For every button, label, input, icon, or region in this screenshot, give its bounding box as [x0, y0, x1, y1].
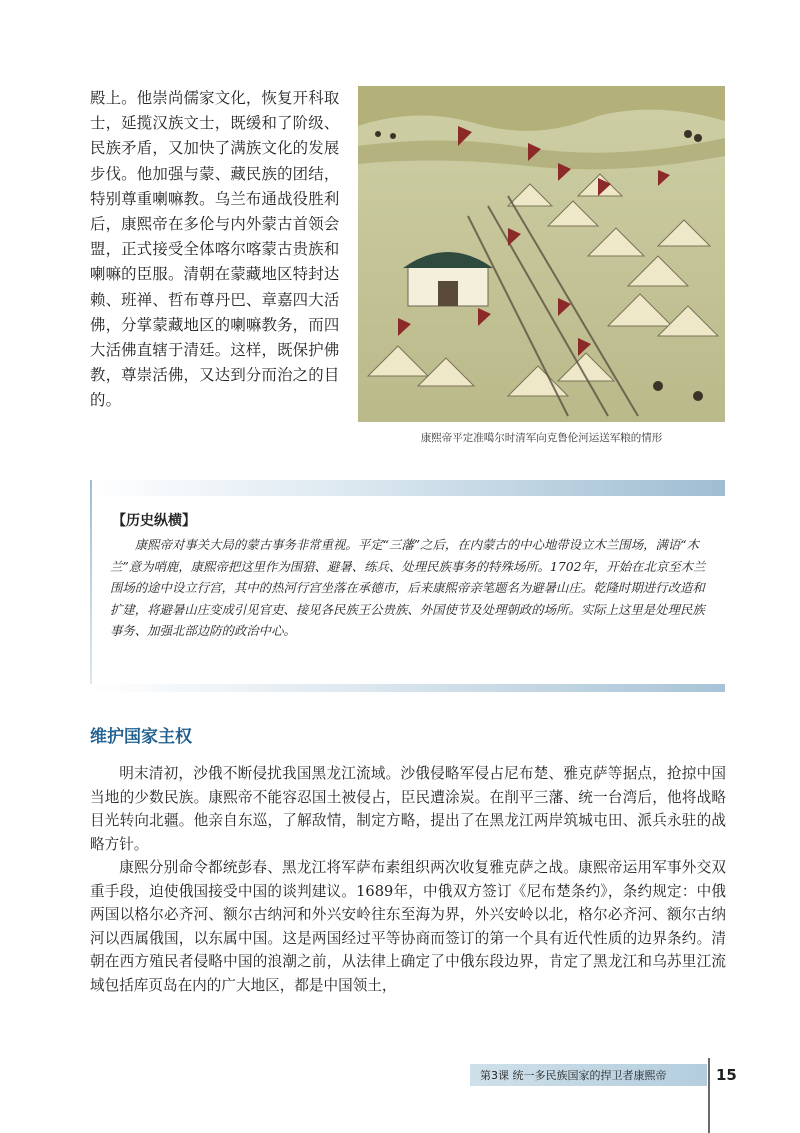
footer-lesson-bar: [470, 1064, 707, 1086]
painting-caption: 康熙帝平定准噶尔时清军向克鲁伦河运送军粮的情形: [420, 432, 663, 444]
historical-painting: [358, 86, 725, 422]
sidebar-left-line: [90, 480, 92, 692]
sidebar-body: 康熙帝对事关大局的蒙古事务非常重视。平定“三藩”之后，在内蒙古的中心地带设立木兰围场，满语“木兰”意为哨鹿，康熙帝把这里作为围猎、避暑、练兵、处理民族事务的特殊场所。1702年，开始在北京至木兰围场的途中设立行宫，其中的热河行宫坐落在承德市，后来康熙帝亲笔题名为避暑山庄。乾隆时期进行改造和扩建，将避暑山庄变成引见官吏、接见各民族王公贵族、外国使节及处理朝政的场所。实际上这里是处理民族事务、加强北部边防的政治中心。: [110, 537, 706, 638]
footer-divider: [708, 1058, 710, 1133]
footer-lesson-title: 第3课 统一多民族国家的捍卫者康熙帝: [480, 1069, 667, 1082]
section-heading: 维护国家主权: [90, 727, 192, 747]
history-sidebar-box: [90, 480, 725, 692]
page-number: 15: [716, 1066, 737, 1084]
sidebar-bottom-bar: [90, 684, 725, 692]
sidebar-top-bar: [90, 480, 725, 496]
body-paragraph-1: 明末清初，沙俄不断侵扰我国黑龙江流域。沙俄侵略军侵占尼布楚、雅克萨等据点，抢掠中国当地的少数民族。康熙帝不能容忍国土被侵占，臣民遭涂炭。在削平三藩、统一台湾后，他将战略目光转向北疆。他亲自东巡，了解敌情，制定方略，提出了在黑龙江两岸筑城屯田、派兵永驻的战略方针。: [90, 765, 726, 853]
body-paragraph-2: 康熙分别命令都统彭春、黑龙江将军萨布素组织两次收复雅克萨之战。康熙帝运用军事外交双重手段，迫使俄国接受中国的谈判建议。1689年，中俄双方签订《尼布楚条约》，条约规定：中俄两国以格尔必齐河、额尔古纳河和外兴安岭往东至海为界，外兴安岭以北，格尔必齐河、额尔古纳河以西属俄国，以东属中国。这是两国经过平等协商而签订的第一个具有近代性质的边界条约。清朝在西方殖民者侵略中国的浪潮之前，从法律上确定了中俄东段边界，肯定了黑龙江和乌苏里江流域包括库页岛在内的广大地区，都是中国领土，: [90, 859, 726, 994]
sidebar-title: 【历史纵横】: [112, 513, 196, 529]
intro-paragraph: 殿上。他崇尚儒家文化，恢复开科取士，延揽汉族文士，既缓和了阶级、民族矛盾，又加快了满族文化的发展步伐。他加强与蒙、藏民族的团结，特别尊重喇嘛教。乌兰布通战役胜利后，康熙帝在多伦与内外蒙古首领会盟，正式接受全体喀尔喀蒙古贵族和喇嘛的臣服。清朝在蒙藏地区特封达赖、班禅、哲布尊丹巴、章嘉四大活佛，分掌蒙藏地区的喇嘛教务，而四大活佛直辖于清廷。这样，既保护佛教，尊崇活佛，又达到分而治之的目的。: [90, 89, 340, 410]
